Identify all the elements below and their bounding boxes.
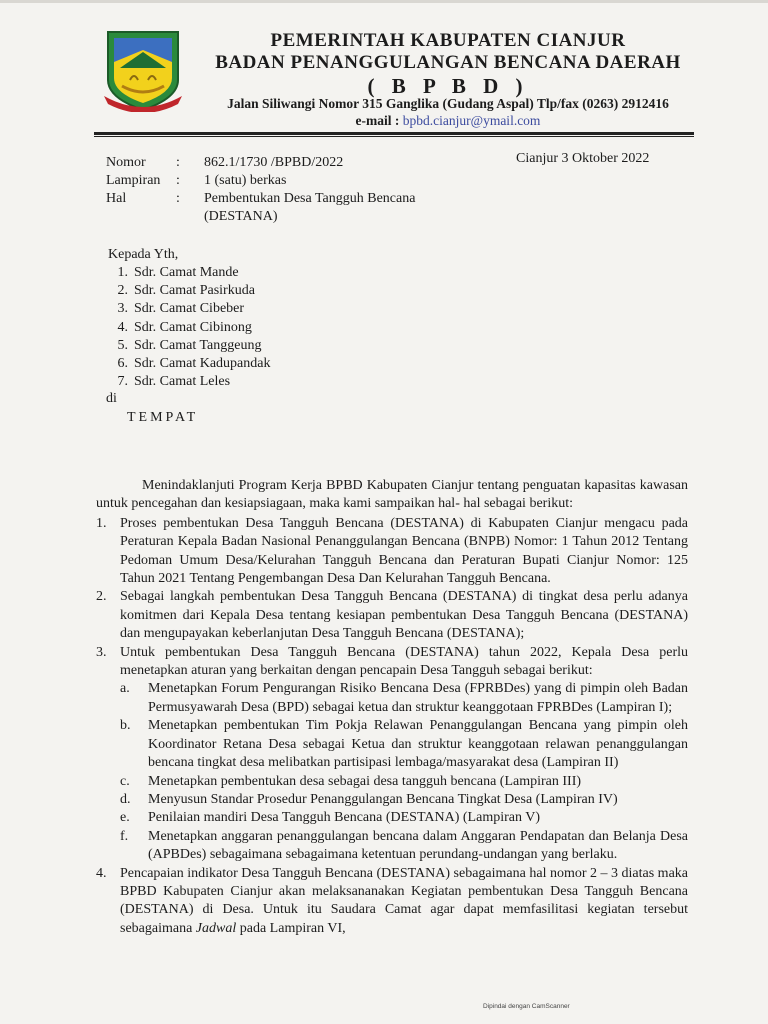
list-number: 5. (117, 337, 128, 353)
recipient-name: Sdr. Camat Cibeber (134, 301, 245, 317)
agency-address: Jalan Siliwangi Nomor 315 Ganglika (Gudang Aspal) Tlp/fax (0263) 2912416 (227, 96, 669, 111)
header-divider-thin (94, 136, 694, 137)
item-text: Untuk pembentukan Desa Tangguh Bencana (DESTANA) tahun 2022, Kepala Desa perlu menetapkan aturan yang berkaitan dengan pencapain Desa Tangguh sebagai berikut: (120, 644, 688, 679)
agency-name-title: BADAN PENANGGULANGAN BENCANA DAERAH (215, 52, 681, 73)
meta-separator: : (176, 173, 180, 188)
scan-edge (0, 0, 768, 3)
sub-item-letter: e. (120, 810, 130, 826)
meta-separator: : (176, 155, 180, 170)
item-number: 3. (96, 644, 107, 660)
recipient-name: Sdr. Camat Kadupandak (134, 356, 271, 372)
meta-row-lampiran (106, 172, 474, 190)
body-item-1 (96, 515, 688, 589)
letter-meta (106, 154, 474, 226)
agency-email-line (188, 113, 708, 129)
recipient-greeting: Kepada Yth, (108, 247, 179, 262)
body-item-2 (96, 588, 688, 643)
list-number: 6. (117, 356, 128, 372)
sub-item-text: Menetapkan pembentukan desa sebagai desa tangguh bencana (Lampiran III) (148, 773, 582, 789)
list-number: 7. (117, 374, 128, 390)
recipient-list (108, 264, 270, 391)
meta-key: Lampiran (106, 173, 161, 188)
recipient-di: di (106, 391, 117, 406)
recipient-name: Sdr. Camat Mande (134, 265, 239, 280)
list-number: 1. (117, 265, 128, 280)
meta-key: Hal (106, 191, 127, 206)
body-item-4 (96, 865, 688, 939)
sub-item-list (120, 680, 688, 864)
meta-row-nomor (106, 154, 474, 172)
sub-item-text: Menetapkan pembentukan Tim Pokja Relawan Penanggulangan Bencana yang pimpin oleh Koordinator Retana Desa sebagai Ketua dan struktur keanggotaan relawan penanggulangan bencana tingkat desa melibatkan partisipasi lembaga/masyarakat desa (Lampiran II) (148, 718, 688, 771)
letter-date: Cianjur 3 Oktober 2022 (516, 151, 650, 166)
item-text: Pencapaian indikator Desa Tangguh Bencana (DESTANA) sebagaimana hal nomor 2 – 3 diatas maka BPBD Kabupaten Cianjur akan melaksananakan Kegiatan pembentukan Desa Tangguh Bencana (DESTANA) di Desa. Untuk itu Saudara Camat agar dapat memfasilitasi kegiatan tersebut sebagaimana (120, 865, 688, 936)
recipient-name: Sdr. Camat Tanggeung (134, 337, 262, 353)
item-text: Sebagai langkah pembentukan Desa Tangguh Bencana (DESTANA) di tingkat desa perlu adanya komitmen dari Kepala Desa tentang kesiapan pembentukan Desa Tangguh Bencana (DESTANA) dan mengupayakan keberlanjutan Desa Tangguh Bencana (DESTANA); (120, 589, 688, 642)
list-item (108, 373, 270, 391)
meta-value: 862.1/1730 /BPBD/2022 (204, 155, 344, 170)
item-number: 1. (96, 515, 107, 531)
header-divider-thick (94, 132, 694, 135)
sub-item-letter: a. (120, 681, 130, 697)
list-item (108, 264, 270, 282)
sub-item-letter: f. (120, 828, 129, 844)
body-intro: Menindaklanjuti Program Kerja BPBD Kabupaten Cianjur tentang penguatan kapasitas kawasan untuk pencegahan dan kesiapsiagaan, maka kami sampaikan hal- hal sebagai berikut: (96, 478, 688, 512)
list-number: 3. (117, 301, 128, 317)
meta-separator: : (176, 191, 180, 206)
meta-row-hal (106, 190, 474, 226)
list-number: 4. (117, 319, 128, 335)
item-number: 4. (96, 865, 107, 881)
recipient-name: Sdr. Camat Leles (134, 374, 231, 390)
sub-item-text: Menetapkan Forum Pengurangan Risiko Bencana Desa (FPRBDes) yang di pimpin oleh Badan Permusyawarah Desa (BPD) sebagai ketua dan struktur keanggotaan FPRBDes (Lampiran I); (148, 681, 688, 715)
sub-item-c (120, 773, 688, 791)
sub-item-e (120, 809, 688, 827)
list-item (108, 319, 270, 337)
letter-body (96, 477, 688, 938)
recipient-name: Sdr. Camat Cibinong (134, 319, 252, 335)
meta-value: 1 (satu) berkas (204, 173, 287, 188)
meta-key: Nomor (106, 155, 146, 170)
sub-item-text: Penilaian mandiri Desa Tangguh Bencana (DESTANA) (Lampiran V) (148, 810, 540, 826)
sub-item-f (120, 828, 688, 865)
item-text-italic: Jadwal (195, 920, 237, 936)
sub-item-a (120, 680, 688, 717)
list-item (108, 337, 270, 355)
agency-abbreviation: ( B P B D ) (367, 74, 529, 98)
sub-item-b (120, 717, 688, 772)
item-number: 2. (96, 589, 107, 605)
list-number: 2. (117, 283, 128, 299)
recipient-name: Sdr. Camat Pasirkuda (134, 283, 255, 299)
agency-government-title: PEMERINTAH KABUPATEN CIANJUR (270, 30, 626, 51)
sub-item-letter: c. (120, 773, 130, 789)
email-address-link[interactable]: bpbd.cianjur@ymail.com (402, 113, 541, 128)
sub-item-letter: d. (120, 791, 131, 807)
email-label: e-mail : (355, 113, 400, 128)
sub-item-letter: b. (120, 718, 131, 734)
item-text: Proses pembentukan Desa Tangguh Bencana (DESTANA) di Kabupaten Cianjur mengacu pada Peraturan Kepala Badan Nasional Penanggulangan Bencana (BNPB) Nomor: 1 Tahun 2012 Tentang Pedoman Umum Desa/Kelurahan Tangguh Bencana dan Peraturan Bupati Cianjur Nomor: 125 Tahun 2021 Tentang Pengembangan Desa Dan Kelurahan Tangguh Bencana. (120, 515, 688, 587)
list-item (108, 355, 270, 373)
recipient-place: TEMPAT (127, 410, 199, 425)
scanner-watermark: Dipindai dengan CamScanner (483, 1003, 570, 1010)
regency-emblem-logo (100, 28, 186, 112)
sub-item-d (120, 791, 688, 809)
list-item (108, 300, 270, 318)
sub-item-text: Menetapkan anggaran penanggulangan bencana dalam Anggaran Pendapatan dan Belanja Desa (APBDes) sebagaimana sebagaimana ketentuan perundang-undangan yang berlaku. (148, 828, 688, 863)
meta-value: Pembentukan Desa Tangguh Bencana (DESTANA) (204, 191, 416, 224)
item-text-end: pada Lampiran VI, (236, 920, 346, 936)
body-item-3 (96, 644, 688, 865)
sub-item-text: Menyusun Standar Prosedur Penanggulangan Bencana Tingkat Desa (Lampiran IV) (148, 791, 618, 807)
list-item (108, 282, 270, 300)
